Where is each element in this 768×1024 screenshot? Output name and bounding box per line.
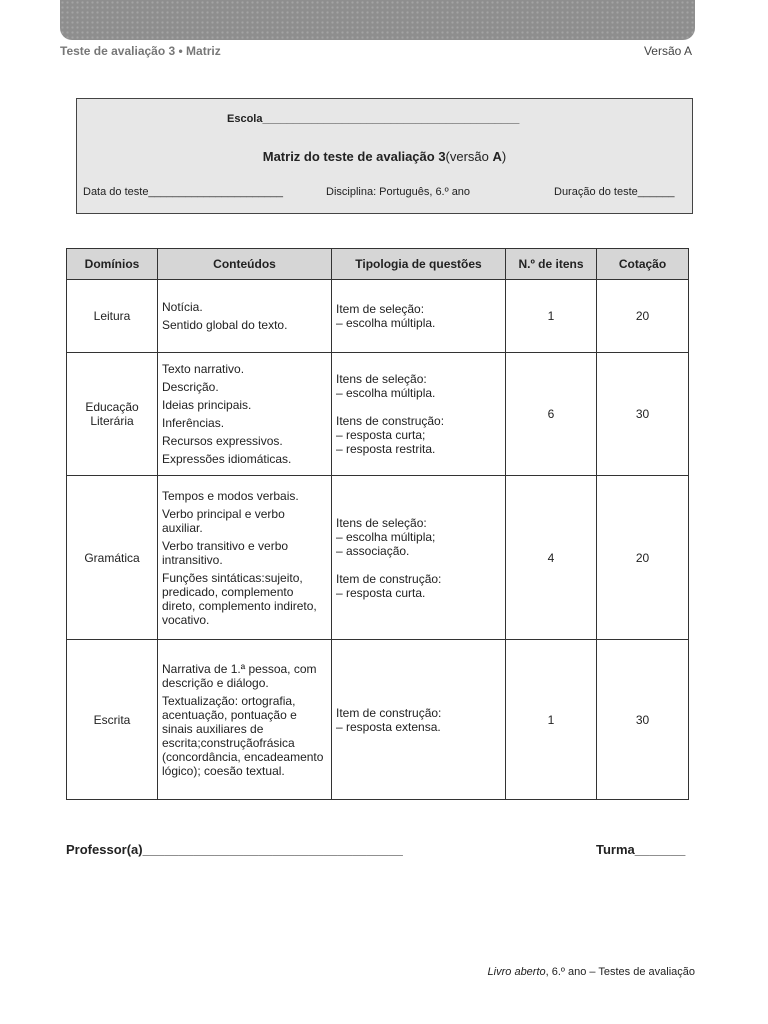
contents-cell (158, 640, 332, 800)
running-head (60, 44, 692, 58)
matrix-title-version: A (492, 149, 502, 164)
item-count-cell: 1 (506, 280, 597, 353)
column-header-tipologia: Tipologia de questões (332, 249, 506, 280)
item-count-cell: 1 (506, 640, 597, 800)
class-field: Turma_______ (596, 842, 686, 857)
domain-cell: Escrita (67, 640, 158, 800)
question-type-item: – associação. (336, 543, 410, 558)
footer-description: , 6.º ano – Testes de avaliação (545, 966, 695, 978)
question-type-cell (332, 640, 506, 800)
page-footer (488, 966, 695, 978)
question-type-item: – escolha múltipla. (336, 386, 436, 400)
content-item: Verbo transitivo e verbo intransitivo. (162, 538, 289, 567)
column-header-itens: N.º de itens (506, 249, 597, 280)
content-item: Ideias principais. (162, 398, 252, 412)
question-type-item: Item de construção: (336, 571, 442, 586)
content-item: Recursos expressivos. (162, 434, 283, 448)
question-type-item: Itens de seleção: (336, 372, 427, 386)
domain-cell: Gramática (67, 476, 158, 640)
duration-field: Duração do teste______ (554, 186, 675, 198)
question-type-cell (332, 353, 506, 476)
domain-cell: Educação Literária (67, 353, 158, 476)
item-count-cell: 6 (506, 353, 597, 476)
table-header-row (67, 249, 689, 280)
score-cell: 20 (597, 476, 689, 640)
content-item: Descrição. (162, 380, 219, 394)
table-row (67, 640, 689, 800)
content-item: Funções sintáticas:sujeito, predicado, complemento direto, complemento indireto, vocativo. (162, 570, 317, 627)
content-item: Inferências. (162, 416, 225, 430)
column-header-dominios: Domínios (67, 249, 158, 280)
question-type-item: Itens de construção: (336, 414, 445, 428)
content-item: Sentido global do texto. (162, 318, 288, 332)
footer-book-title: Livro aberto (487, 966, 546, 978)
score-cell: 20 (597, 280, 689, 353)
table-row (67, 280, 689, 353)
question-type-item: – resposta extensa. (336, 719, 441, 734)
test-header-box (76, 98, 693, 214)
question-type-item: – resposta curta; (336, 428, 426, 442)
question-type-cell (332, 476, 506, 640)
table-row (67, 353, 689, 476)
discipline-label: Disciplina: Português, 6.º ano (326, 186, 471, 198)
content-item: Expressões idiomáticas. (162, 452, 292, 466)
contents-cell (158, 280, 332, 353)
running-head-title: Teste de avaliação 3 • Matriz (60, 44, 221, 58)
contents-cell (158, 353, 332, 476)
question-type-item: – resposta curta. (336, 585, 426, 600)
school-field: Escola__________________________________________ (227, 113, 520, 125)
table-row (67, 476, 689, 640)
contents-cell (158, 476, 332, 640)
item-count-cell: 4 (506, 476, 597, 640)
content-item: Narrativa de 1.ª pessoa, com descrição e diálogo. (162, 661, 317, 690)
question-type-item: Itens de seleção: (336, 515, 427, 530)
top-decorative-band (60, 0, 695, 40)
content-item: Textualização: ortografia, acentuação, pontuação e sinais auxiliares de escrita;construçãofrásica (concordância, encadeamento lógico); coesão textual. (162, 693, 324, 778)
question-type-cell (332, 280, 506, 353)
content-item: Verbo principal e verbo auxiliar. (162, 506, 285, 535)
column-header-cotacao: Cotação (597, 249, 689, 280)
matrix-title (77, 149, 692, 164)
domain-cell: Leitura (67, 280, 158, 353)
question-type-item: Item de seleção: (336, 302, 425, 316)
content-item: Tempos e modos verbais. (162, 488, 299, 503)
content-item: Notícia. (162, 300, 203, 314)
matrix-title-paren-close: ) (501, 149, 507, 164)
test-date-field: Data do teste______________________ (83, 186, 284, 198)
version-label: Versão A (643, 44, 692, 58)
score-cell: 30 (597, 640, 689, 800)
question-type-item: – escolha múltipla. (336, 316, 436, 330)
question-type-item: – resposta restrita. (336, 442, 436, 456)
column-header-conteudos: Conteúdos (158, 249, 332, 280)
question-type-item: Item de construção: (336, 705, 442, 720)
matrix-title-paren-open: (versão (445, 149, 493, 164)
teacher-signature-field: Professor(a)____________________________________ (66, 842, 403, 857)
score-cell: 30 (597, 353, 689, 476)
content-item: Texto narrativo. (162, 362, 245, 376)
question-type-item: – escolha múltipla; (336, 529, 436, 544)
matrix-table (66, 248, 689, 800)
matrix-title-main: Matriz do teste de avaliação 3 (262, 149, 446, 164)
